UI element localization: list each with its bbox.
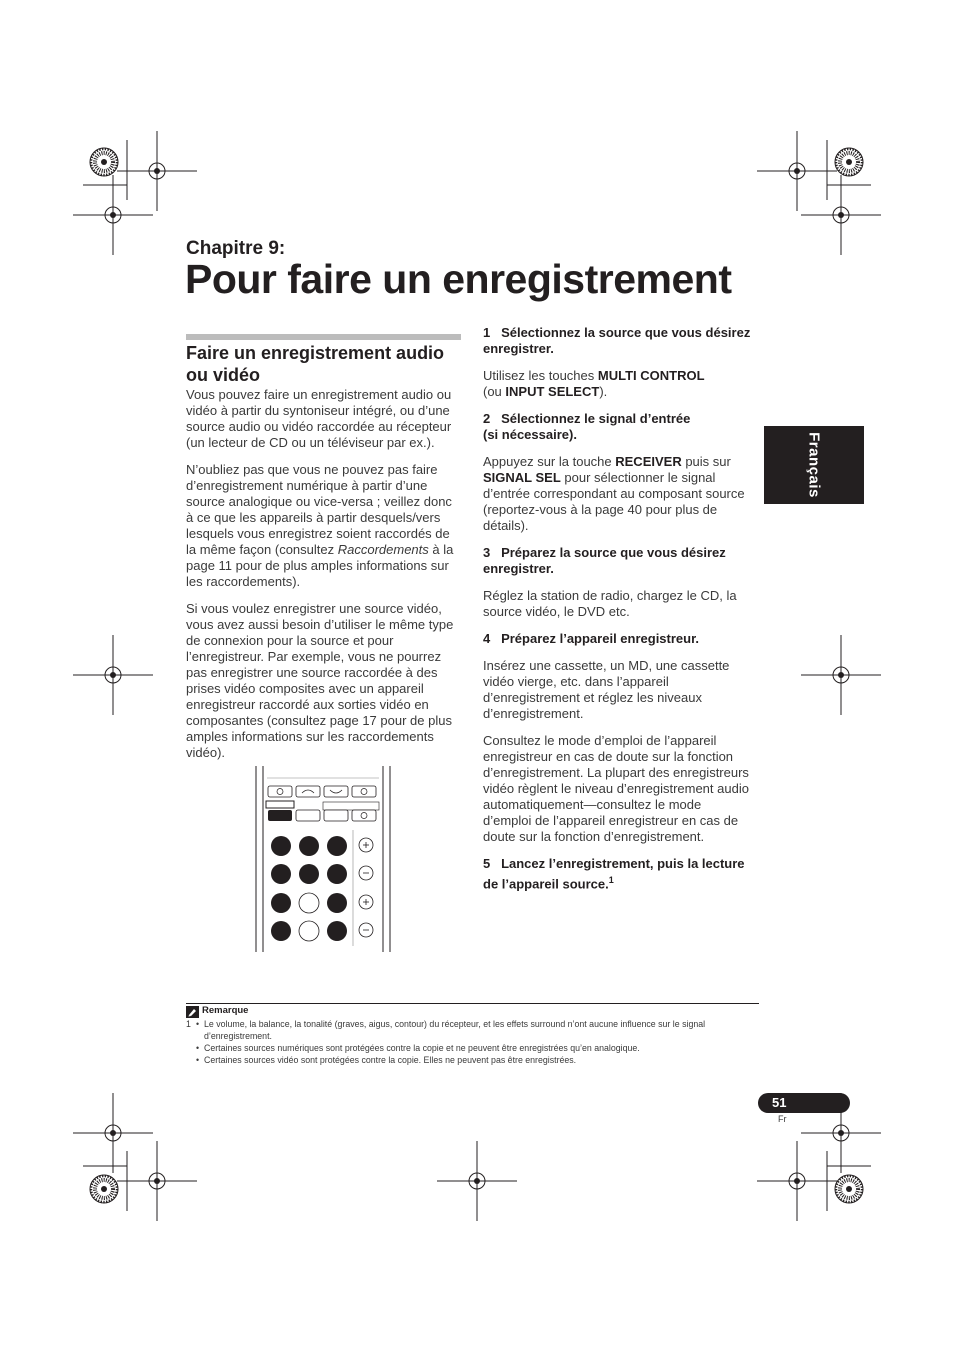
step-heading [483, 411, 753, 443]
step-body [483, 454, 753, 534]
footnote-text: Certaines sources vidéo sont protégées contre la copie. Elles ne peuvent pas être enregistrées. [204, 1055, 577, 1065]
footnote-text: Certaines sources numériques sont protégées contre la copie et ne peuvent être enregistrées qu’en analogique. [204, 1043, 640, 1053]
note-label: Remarque [202, 1005, 249, 1016]
language-tab-label: Français [805, 432, 823, 498]
footnote-item [186, 1018, 761, 1042]
paragraph: Si vous voulez enregistrer une source vidéo, vous avez aussi besoin d’utiliser le même type de connexion pour la source et pour l’enregistreur. Par exemple, vous ne pourrez pas enregistrer une source raccordée à des prises vidéo composites avec un appareil enregistreur raccordé aux sorties vidéo en composantes (consultez page 17 pour de plus amples informations sur les raccordements vidéo). [186, 601, 454, 760]
step-4 [483, 631, 753, 845]
text: (si nécessaire). [483, 427, 577, 442]
left-column [186, 387, 462, 772]
text: N’oubliez pas que vous ne pouvez pas faire d’enregistrement numérique à partir d’une source analogique ou vice-versa ; veillez donc à ce que les appareils à partir desquels/vers lesquels vous enregistrez soient raccordés de la même façon (consultez [186, 462, 452, 557]
page-number-badge [758, 1093, 850, 1113]
footnote-item [186, 1054, 761, 1066]
note-divider [186, 1003, 759, 1004]
key-name: INPUT SELECT [505, 384, 600, 399]
step-5 [483, 856, 753, 892]
section-heading: Faire un enregistrement audio ou vidéo [186, 343, 445, 385]
page-number: 51 [772, 1095, 787, 1110]
text: Appuyez sur la touche [483, 454, 616, 469]
bullet: • [196, 1019, 200, 1029]
footnote-ref: 1 [608, 875, 614, 885]
text: 2 Sélectionnez le signal d’entrée [483, 411, 691, 426]
step-heading: 1 Sélectionnez la source que vous désirez enregistrer. [483, 325, 751, 356]
section-divider [186, 334, 461, 340]
note-body [186, 1018, 761, 1066]
text: à la page 11 pour de plus amples informations sur les raccordements). [186, 542, 454, 589]
paragraph: Consultez le mode d’emploi de l’appareil enregistreur en cas de doute sur la fonction d’enregistrement. La plupart des enregistreurs vidéo règlent le niveau d’enregistrement audio automatiquement—consultez le mode d’emploi de l’appareil enregistreur en cas de doute sur la fonction d’enregistrement. [483, 733, 749, 844]
text: 5 Lancez l’enregistrement, puis la lecture de l’appareil source. [483, 856, 745, 892]
step-2 [483, 411, 753, 534]
text: pour sélectionner le signal d’entrée correspondant au composant source (reportez-vous à la page 40 pour plus de détails). [483, 470, 745, 533]
paragraph [186, 462, 462, 590]
footnote-number: 1 [186, 1019, 191, 1029]
key-name: SIGNAL SEL [483, 470, 561, 485]
footnote-item [186, 1042, 761, 1054]
text: ). [599, 384, 608, 399]
step-heading: 4 Préparez l’appareil enregistreur. [483, 631, 700, 646]
step-heading [483, 856, 753, 892]
note-pencil-icon [186, 1006, 199, 1018]
key-name: MULTI CONTROL [597, 368, 705, 383]
footnote-text: Le volume, la balance, la tonalité (graves, aigus, contour) du récepteur, et les effets surround n’ont aucune influence sur le signal d’enregistrement. [204, 1019, 706, 1041]
key-name: RECEIVER [615, 454, 682, 469]
bullet: • [196, 1043, 200, 1053]
step-heading: 3 Préparez la source que vous désirez enregistrer. [483, 545, 726, 576]
text: puis sur [681, 454, 731, 469]
bullet: • [196, 1055, 200, 1065]
chapter-label: Chapitre 9: [186, 238, 286, 259]
step-body: Insérez une cassette, un MD, une cassette vidéo vierge, etc. dans l’appareil d’enregistrement et réglez les niveaux d’enregistrement. [483, 658, 730, 721]
cross-reference: Raccordements [337, 542, 429, 557]
step-body: Réglez la station de radio, chargez le CD, la source vidéo, le DVD etc. [483, 588, 737, 619]
paragraph: Vous pouvez faire un enregistrement audio ou vidéo à partir du syntoniseur intégré, ou d’une source audio ou vidéo raccordée au récepteur (un lecteur de CD ou un téléviseur par ex.). [186, 387, 452, 450]
step-body [483, 368, 753, 400]
page-language-code: Fr [778, 1114, 787, 1124]
step-1 [483, 325, 753, 400]
language-tab [764, 426, 864, 504]
remote-control-illustration [253, 766, 393, 952]
page-title: Pour faire un enregistrement [185, 256, 732, 302]
text: (ou [483, 384, 506, 399]
right-column [483, 325, 753, 903]
text: Utilisez les touches [483, 368, 598, 383]
step-3 [483, 545, 753, 620]
